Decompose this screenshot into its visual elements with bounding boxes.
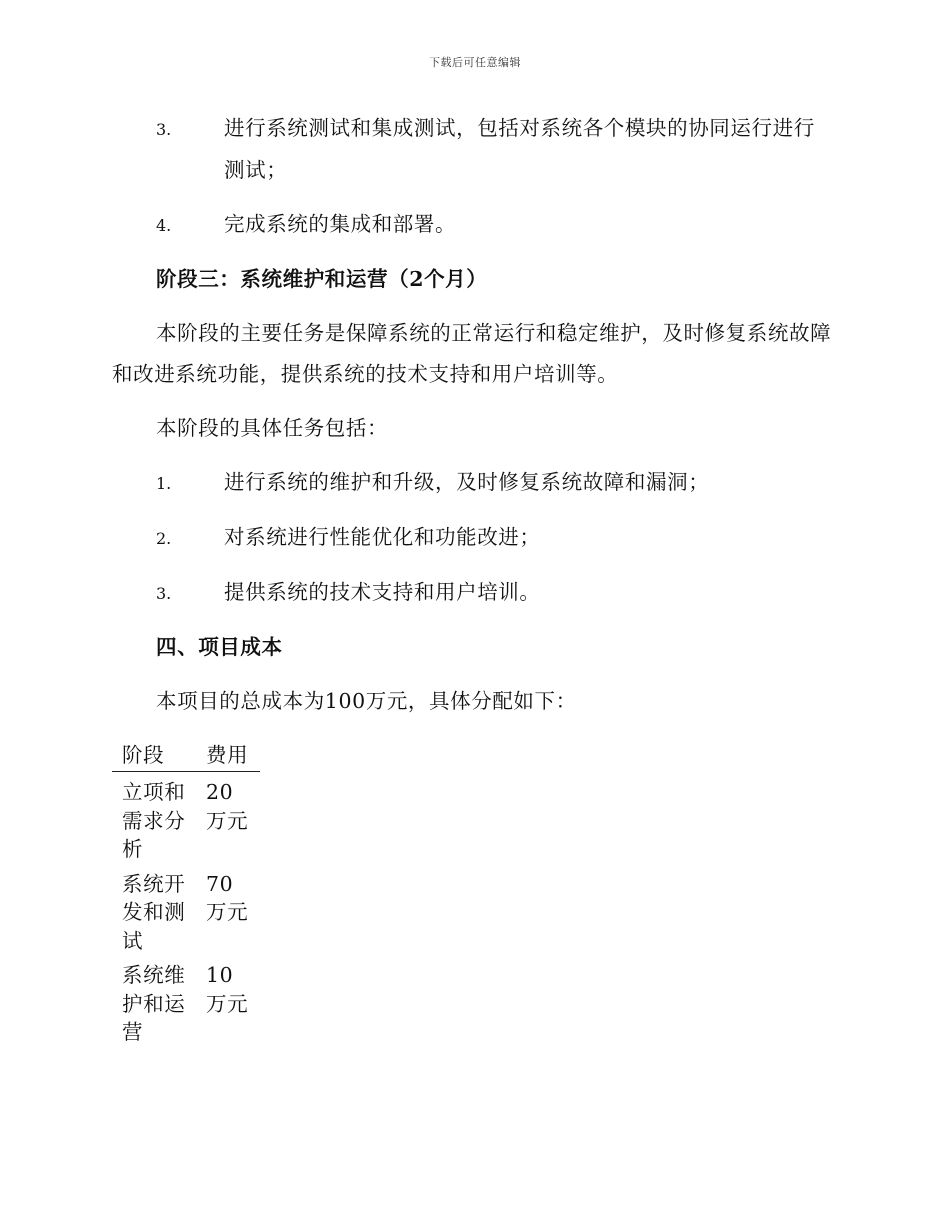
table-cell-cost: 10万元 <box>206 963 249 1016</box>
phase3-intro: 本阶段的主要任务是保障系统的正常运行和稳定维护，及时修复系统故障和改进系统功能，提供系统的技术支持和用户培训等。 <box>112 321 832 386</box>
list-number: 4. <box>156 216 172 235</box>
list-text: 完成系统的集成和部署。 <box>224 212 457 236</box>
list-item <box>112 462 834 504</box>
list-number: 1. <box>156 474 172 493</box>
column-header-cost: 费用 <box>196 735 260 772</box>
table-header-row <box>112 735 260 772</box>
table-cell-cost: 20万元 <box>206 780 249 833</box>
phase3-tasks-lead: 本阶段的具体任务包括： <box>156 416 389 440</box>
list-number: 2. <box>156 529 172 548</box>
table-cell-stage: 系统维护和运营 <box>122 963 186 1044</box>
section4-heading: 四、项目成本 <box>156 635 283 659</box>
list-item <box>112 108 834 191</box>
page-header: 下载后可任意编辑 <box>429 56 521 69</box>
list-number: 3. <box>156 120 172 139</box>
list-text: 进行系统的维护和升级，及时修复系统故障和漏洞； <box>224 470 710 494</box>
list-item <box>112 572 834 614</box>
table-row <box>112 864 260 956</box>
phase3-heading: 阶段三：系统维护和运营（2个月） <box>156 267 488 291</box>
table-cell-cost: 70万元 <box>206 871 249 924</box>
table-cell-stage: 系统开发和测试 <box>122 871 186 953</box>
list-text: 提供系统的技术支持和用户培训。 <box>224 580 541 604</box>
column-header-stage: 阶段 <box>112 735 196 772</box>
list-item <box>112 517 834 559</box>
table-cell-stage: 立项和需求分析 <box>122 780 186 861</box>
section4-intro: 本项目的总成本为100万元，具体分配如下： <box>156 689 577 713</box>
table-row <box>112 772 260 864</box>
list-number: 3. <box>156 584 172 603</box>
cost-table <box>112 735 260 1047</box>
list-item <box>112 204 834 246</box>
document-body <box>112 108 834 1047</box>
list-text: 进行系统测试和集成测试，包括对系统各个模块的协同运行进行测试； <box>224 116 815 182</box>
table-row <box>112 955 260 1047</box>
list-text: 对系统进行性能优化和功能改进； <box>224 525 541 549</box>
